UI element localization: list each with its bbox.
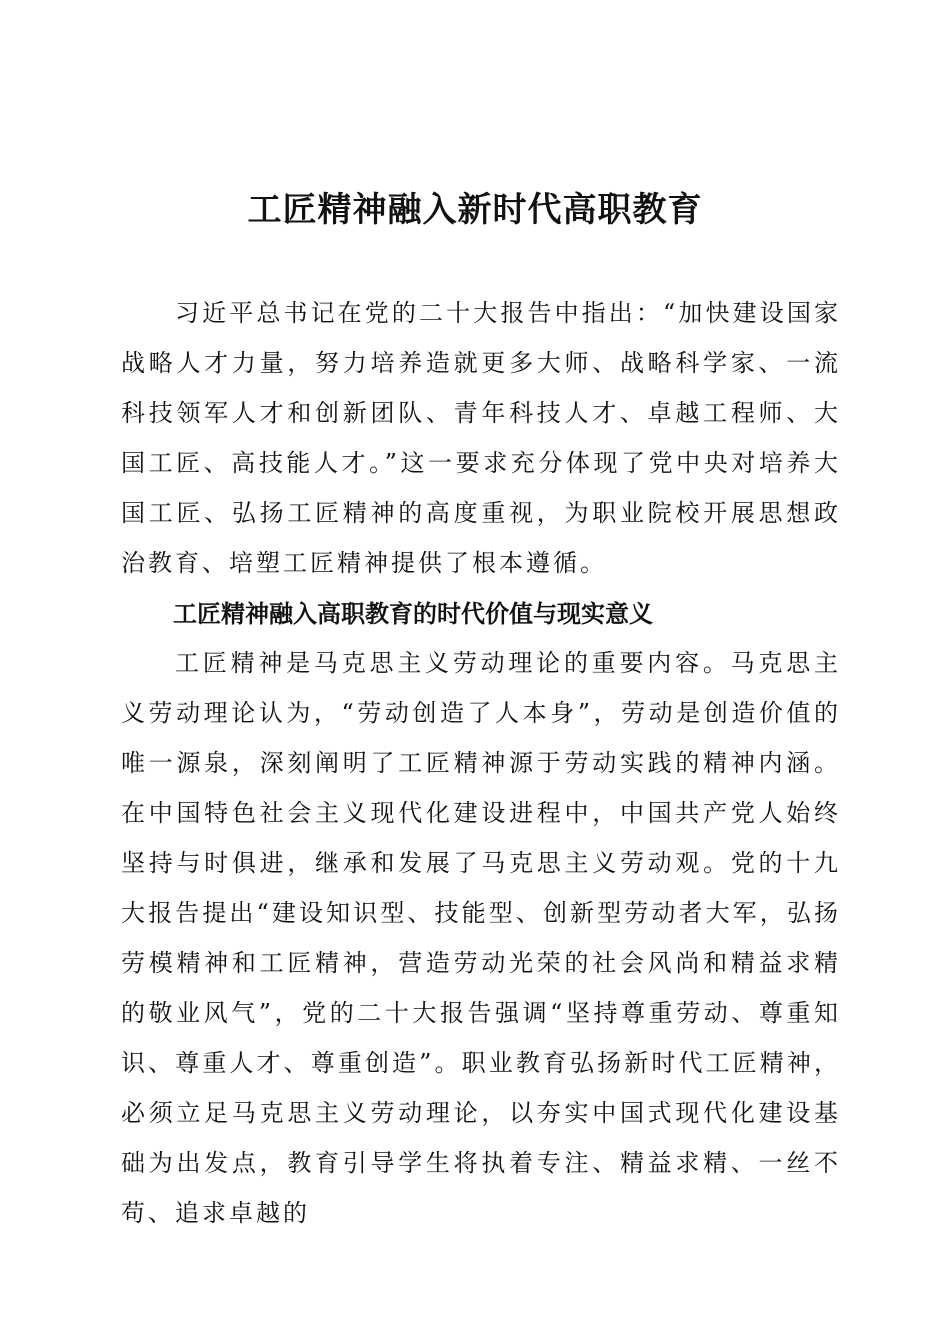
- paragraph-labor-theory: 工匠精神是马克思主义劳动理论的重要内容。马克思主义劳动理论认为，“劳动创造了人本身”，劳动是创造价值的唯一源泉，深刻阐明了工匠精神源于劳动实践的精神内涵。在中国特色社会主义现代化建设进程中，中国共产党人始终坚持与时俱进，继承和发展了马克思主义劳动观。党的十九大报告提出“建设知识型、技能型、创新型劳动者大军，弘扬劳模精神和工匠精神，营造劳动光荣的社会风尚和精益求精的敬业风气”，党的二十大报告强调“坚持尊重劳动、尊重知识、尊重人才、尊重创造”。职业教育弘扬新时代工匠精神，必须立足马克思主义劳动理论，以夯实中国式现代化建设基础为出发点，教育引导学生将执着专注、精益求精、一丝不苟、追求卓越的: [121, 649, 841, 1227]
- paragraph-intro: 习近平总书记在党的二十大报告中指出：“加快建设国家战略人才力量，努力培养造就更多大师、战略科学家、一流科技领军人才和创新团队、青年科技人才、卓越工程师、大国工匠、高技能人才。”这一要求充分体现了党中央对培养大国工匠、弘扬工匠精神的高度重视，为职业院校开展思想政治教育、培塑工匠精神提供了根本遵循。: [121, 299, 841, 577]
- section-heading: 工匠精神融入高职教育的时代价值与现实意义: [173, 600, 653, 628]
- document-title: 工匠精神融入新时代高职教育: [247, 190, 703, 230]
